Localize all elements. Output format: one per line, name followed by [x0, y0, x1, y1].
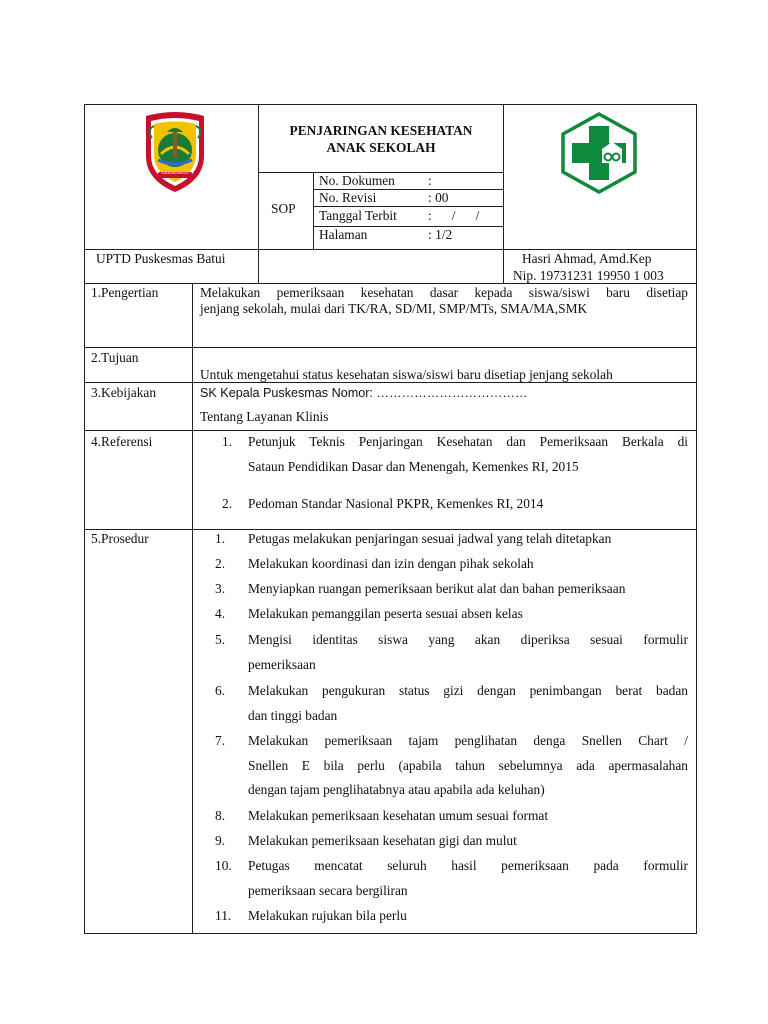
referensi-item-1-line1: Petunjuk Teknis Penjaringan Kesehatan dan Pemeriksaan Berkala di — [248, 434, 688, 449]
meta-value-tanggal-terbit: : / / — [428, 208, 480, 223]
prosedur-item-line: Melakukan koordinasi dan izin dengan pihak sekolah — [248, 556, 534, 571]
tujuan-text: Untuk mengetahui status kesehatan siswa/siswi baru disetiap jenjang sekolah — [200, 367, 613, 382]
prosedur-num: 4. — [215, 606, 226, 621]
prosedur-item-line: Petugas mencatat seluruh hasil pemeriksaan pada formulir — [248, 858, 688, 873]
meta-label-tanggal-terbit: Tanggal Terbit — [319, 208, 397, 223]
pengertian-label: 1.Pengertian — [91, 285, 159, 300]
referensi-item-1-line2: Sataun Pendidikan Dasar dan Menengah, Kemenkes RI, 2015 — [248, 459, 579, 474]
document-title-line2: ANAK SEKOLAH — [326, 140, 436, 155]
prosedur-item-line: Melakukan pemeriksaan kesehatan umum sesuai format — [248, 808, 549, 823]
referensi-num-1: 1. — [222, 434, 233, 449]
prosedur-item-line: Melakukan rujukan bila perlu — [248, 908, 407, 923]
referensi-num-2: 2. — [222, 496, 233, 511]
prosedur-num: 5. — [215, 632, 226, 647]
prosedur-item-line: Petugas melakukan penjaringan sesuai jadwal yang telah ditetapkan — [248, 531, 612, 546]
document-title-line1: PENJARINGAN KESEHATAN — [289, 123, 473, 138]
prosedur-label: 5.Prosedur — [91, 531, 149, 546]
kabupaten-shield-icon — [140, 110, 210, 194]
prosedur-item-line: pemeriksaan — [248, 657, 316, 672]
meta-label-halaman: Halaman — [319, 227, 368, 242]
prosedur-item-line: Menyiapkan ruangan pemeriksaan berikut alat dan bahan pemeriksaan — [248, 581, 626, 596]
prosedur-item-line: pemeriksaan secara bergiliran — [248, 883, 408, 898]
pengertian-line1: Melakukan pemeriksaan kesehatan dasar kepada siswa/siswi baru disetiap — [200, 285, 688, 300]
prosedur-item-line: Mengisi identitas siswa yang akan diperiksa sesuai formulir — [248, 632, 688, 647]
prosedur-item-line: dan tinggi badan — [248, 708, 338, 723]
tujuan-label: 2.Tujuan — [91, 350, 139, 365]
document-title — [258, 122, 504, 156]
sop-label: SOP — [271, 201, 296, 216]
prosedur-num: 1. — [215, 531, 226, 546]
prosedur-num: 8. — [215, 808, 226, 823]
kebijakan-line2: Tentang Layanan Klinis — [200, 409, 329, 424]
prosedur-num: 9. — [215, 833, 226, 848]
prosedur-item-line: Melakukan pemeriksaan tajam penglihatan denga Snellen Chart / — [248, 733, 688, 748]
meta-label-no-revisi: No. Revisi — [319, 190, 377, 205]
prosedur-num: 2. — [215, 556, 226, 571]
prosedur-item-line: Melakukan pemeriksaan kesehatan gigi dan mulut — [248, 833, 517, 848]
prosedur-num: 6. — [215, 683, 226, 698]
meta-label-no-dokumen: No. Dokumen — [319, 173, 395, 188]
prosedur-num: 10. — [215, 858, 232, 873]
signer-nip: Nip. 19731231 19950 1 003 — [513, 268, 664, 283]
signer-name: Hasri Ahmad, Amd.Kep — [522, 251, 652, 266]
referensi-label: 4.Referensi — [91, 434, 153, 449]
prosedur-num: 11. — [215, 908, 232, 923]
kabupaten-logo — [140, 110, 210, 194]
prosedur-item-line: Melakukan pemanggilan peserta sesuai absen kelas — [248, 606, 523, 621]
prosedur-item-line: dengan tajam penglihatabnya atau apabila ada keluhan) — [248, 782, 545, 797]
prosedur-num: 7. — [215, 733, 226, 748]
pengertian-line2: jenjang sekolah, mulai dari TK/RA, SD/MI, SMP/MTs, SMA/MA,SMK — [200, 301, 588, 316]
meta-value-halaman: : 1/2 — [428, 227, 453, 242]
kebijakan-label: 3.Kebijakan — [91, 385, 157, 400]
kabupaten-logo-banner: KABUPATEN BANGGAI — [161, 172, 189, 175]
org-name: UPTD Puskesmas Batui — [96, 251, 226, 266]
puskesmas-cross-icon — [558, 112, 640, 194]
kebijakan-line1: SK Kepala Puskesmas Nomor: ……………………………… — [200, 386, 528, 400]
meta-value-no-dokumen: : — [428, 173, 432, 188]
prosedur-item-line: Melakukan pengukuran status gizi dengan penimbangan berat badan — [248, 683, 688, 698]
prosedur-item-line: Snellen E bila perlu (apabila tahun sebelumnya ada apermasalahan — [248, 758, 688, 773]
puskesmas-logo — [558, 112, 640, 194]
prosedur-num: 3. — [215, 581, 226, 596]
referensi-item-2-line1: Pedoman Standar Nasional PKPR, Kemenkes RI, 2014 — [248, 496, 544, 511]
meta-value-no-revisi: : 00 — [428, 190, 449, 205]
